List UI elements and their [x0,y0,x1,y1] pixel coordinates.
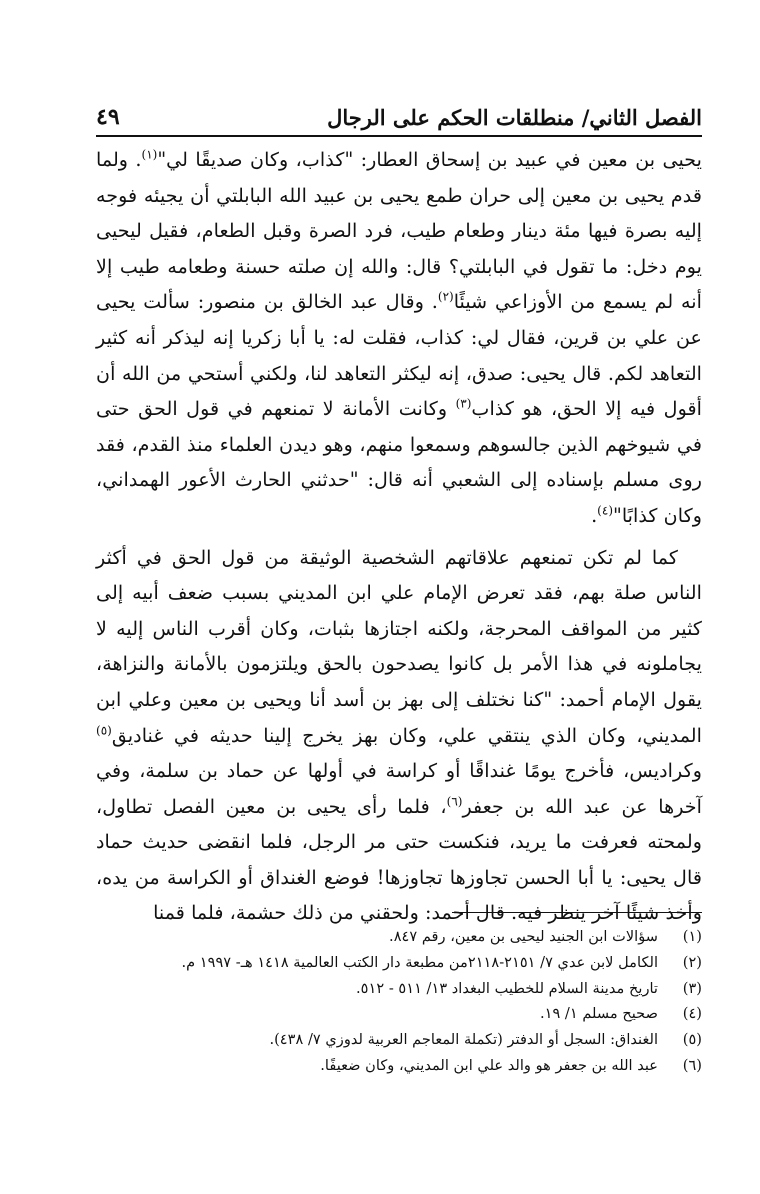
text-segment: . ولما قدم يحيى بن معين إلى حران طمع يحيى بن عبيد الله البابلتي أن يجيئه فوجه إليه بصرة فيها مئة دينار وطعام طيب، فرد الصرة وقبل الطعام، فقيل ليحيى يوم دخل: ما تقول في البابلتي؟ قال: والله إن صلته حسنة وطعامه طيب إلا أنه لم يسمع من الأوزاعي شيئًا [96,148,702,314]
footnote-number: (٤) [682,1005,702,1023]
paragraph-2 [96,540,702,932]
text-segment: كما لم تكن تمنعهم علاقاتهم الشخصية الوثيقة من قول الحق في أكثر الناس صلة بهم، فقد تعرض الإمام علي ابن المديني بسبب ضعف أبيه إلى كثير من المواقف المحرجة، ولكنه اجتازها بثبات، وكان أقرب الناس إليه لا يجاملونه في هذا الأمر بل كانوا يصدحون بالحق ويلتزمون بالأمانة والنزاهة، يقول الإمام أحمد: "كنا نختلف إلى بهز بن أسد أنا ويحيى بن معين وعلي ابن المديني، وكان الذي ينتقي علي، وكان بهز يخرج إلينا حديثه في غناديق [96,545,702,747]
paragraph-1 [96,142,702,534]
footnote-text: صحيح مسلم ١/ ١٩. [539,1005,658,1023]
text-segment: ، فلما رأى يحيى بن معين الفصل تطاول، ولمحته فعرفت ما يريد، فنكست حتى مر الرجل، فلما انقضى حديث حماد قال يحيى: يا أبا الحسن تجاوزها تجاوزها! فوضع الغنداق أو الكراسة من يده، وأخذ شيئًا آخر ينظر فيه. قال أحمد: ولحقني من ذلك حشمة، فلما قمنا [96,794,702,925]
footnote-number: (٢) [682,953,702,971]
footnote-text: الغنداق: السجل أو الدفتر (تكملة المعاجم العربية لدوزي ٧/ ٤٣٨). [269,1031,658,1049]
footnote-ref-3[interactable]: (٣) [455,396,472,411]
footnote-text: سؤالات ابن الجنيد ليحيى بن معين، رقم ٨٤٧. [389,928,658,945]
footnote-text: عبد الله بن جعفر هو والد علي ابن المديني، وكان ضعيفًا. [320,1056,658,1074]
footnote-ref-1[interactable]: (١) [141,147,158,162]
footnote-text: الكامل لابن عدي ٧/ ٢١٥١-٢١١٨من مطبعة دار الكتب العالمية ١٤١٨ هـ- ١٩٩٧ م. [181,953,658,971]
footnote-ref-4[interactable]: (٤) [597,503,613,518]
footnote-divider [452,912,702,913]
footnote-item [96,924,702,950]
footnote-item [96,950,702,976]
footnote-ref-6[interactable]: (٦) [446,794,463,809]
chapter-title: الفصل الثاني/ منطلقات الحكم على الرجال [327,105,702,130]
text-segment: . [591,503,598,527]
footnote-item [96,1053,702,1079]
footnote-item [96,976,702,1002]
footnote-number: (٥) [682,1031,702,1049]
text-segment: . وقال عبد الخالق بن منصور: سألت يحيى عن علي بن قرين، فقال لي: كذاب، فقلت له: يا أبا زكريا إنه ليذكر أنه كثير التعاهد لكم. قال يحيى: صدق، إنه ليكثر التعاهد لنا، ولكني أستحي من الله أن أقول فيه إلا الحق، هو كذاب [96,290,703,421]
text-segment: وكانت الأمانة لا تمنعهم في قول الحق حتى في شيوخهم الذين جالسوهم وسمعوا منهم، وهو ديدن العلماء منذ القدم، فقد روى مسلم بإسناده إلى الشعبي أنه قال: "حدثني الحارث الأعور الهمداني، وكان كذابًا" [96,397,702,527]
footnote-number: (١) [682,928,702,945]
main-text [96,142,702,931]
footnote-number: (٦) [682,1056,702,1074]
header-divider [96,135,702,137]
footnote-item [96,1027,702,1053]
footnote-text: تاريخ مدينة السلام للخطيب البغداد ١٣/ ٥١١ - ٥١٢. [356,979,658,997]
running-header [96,96,702,130]
footnote-item [96,1001,702,1027]
footnotes-list [96,924,702,1079]
text-segment: وكراديس، فأخرج يومًا غنداقًا أو كراسة في أولها عن حماد بن سلمة، وفي آخرها عن عبد الله بن جعفر [96,759,703,818]
footnote-number: (٣) [682,979,702,997]
footnote-ref-2[interactable]: (٢) [437,289,454,304]
page-number: ٤٩ [96,104,120,130]
footnote-ref-5[interactable]: (٥) [96,723,112,738]
text-segment: يحيى بن معين في عبيد بن إسحاق العطار: "كذاب، وكان صديقًا لي" [157,148,703,171]
